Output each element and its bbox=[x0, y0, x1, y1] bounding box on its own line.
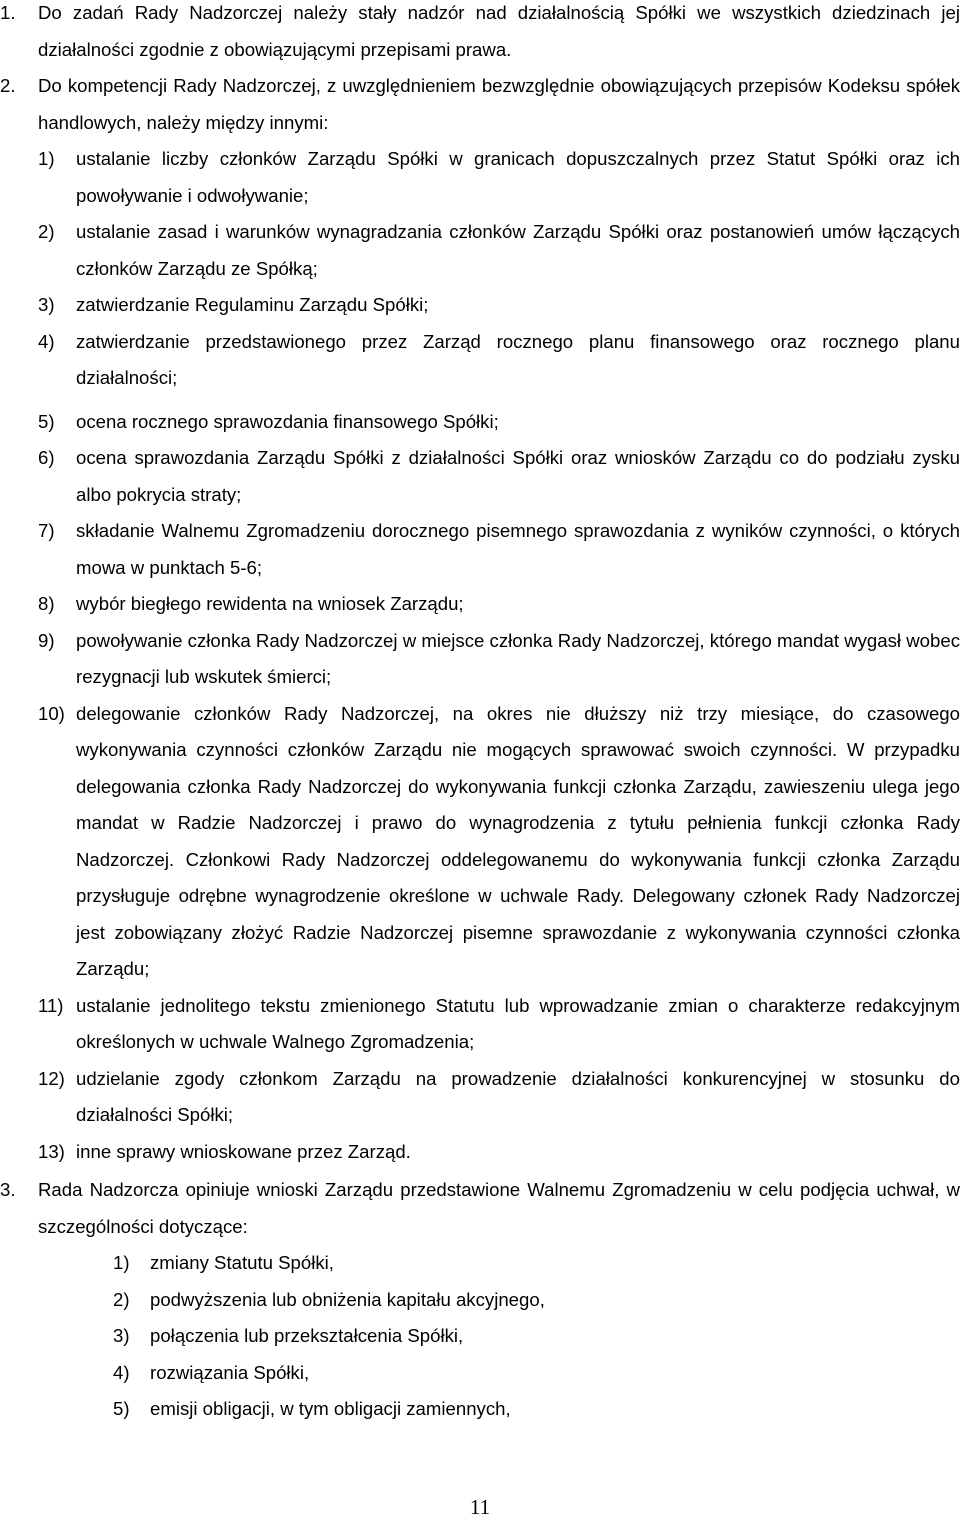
list-item-number: 4) bbox=[113, 1361, 130, 1383]
section-point-3 bbox=[0, 1172, 960, 1245]
list-item bbox=[0, 440, 960, 513]
list-item-text: podwyższenia lub obniżenia kapitału akcyjnego, bbox=[150, 1288, 545, 1310]
list-item-text: rozwiązania Spółki, bbox=[150, 1361, 310, 1383]
list-item-number: 3) bbox=[38, 294, 55, 315]
list-item-number: 12) bbox=[38, 1067, 65, 1089]
list-item bbox=[0, 287, 960, 324]
list-item-text: emisji obligacji, w tym obligacji zamiennych, bbox=[150, 1398, 511, 1419]
list-item-number: 1) bbox=[113, 1252, 130, 1273]
list-item-number: 7) bbox=[38, 520, 55, 541]
list-item bbox=[0, 1061, 960, 1134]
section-point-1 bbox=[0, 0, 960, 68]
list-item bbox=[0, 623, 960, 696]
list-item-number: 13) bbox=[38, 1140, 65, 1162]
list-item-text: ocena rocznego sprawozdania finansowego Spółki; bbox=[76, 410, 499, 432]
list-item-text: zatwierdzanie przedstawionego przez Zarząd rocznego planu finansowego oraz rocznego planu działalności; bbox=[76, 330, 960, 388]
point-text: Rada Nadzorcza opiniuje wnioski Zarządu przedstawione Walnemu Zgromadzeniu w celu podjęcia uchwał, w szczególności dotyczące: bbox=[38, 1179, 960, 1237]
list-item-text: wybór biegłego rewidenta na wniosek Zarządu; bbox=[76, 593, 464, 614]
list-item-text: inne sprawy wnioskowane przez Zarząd. bbox=[76, 1140, 411, 1162]
point-text: Do zadań Rady Nadzorczej należy stały nadzór nad działalnością Spółki we wszystkich dziedzinach jej działalności zgodnie z obowiązującymi przepisami prawa. bbox=[38, 2, 960, 60]
point-number: 2. bbox=[0, 75, 16, 96]
list-item-text: zmiany Statutu Spółki, bbox=[150, 1252, 334, 1273]
list-item bbox=[0, 696, 960, 988]
list-item-number: 6) bbox=[38, 447, 55, 468]
list-item-text: udzielanie zgody członkom Zarządu na prowadzenie działalności konkurencyjnej w stosunku do działalności Spółki; bbox=[76, 1067, 960, 1125]
list-item-number: 10) bbox=[38, 702, 65, 724]
list-item-text: składanie Walnemu Zgromadzeniu dorocznego pisemnego sprawozdania z wyników czynności, o których mowa w punktach 5-6; bbox=[76, 520, 960, 578]
list-item bbox=[0, 988, 960, 1061]
list-item-number: 3) bbox=[113, 1325, 130, 1346]
point-text: Do kompetencji Rady Nadzorczej, z uwzględnieniem bezwzględnie obowiązujących przepisów Kodeksu spółek handlowych, należy między innymi: bbox=[38, 75, 960, 133]
list-item-number: 11) bbox=[38, 994, 64, 1016]
list-item-text: powoływanie członka Rady Nadzorczej w miejsce członka Rady Nadzorczej, którego mandat wygasł wobec rezygnacji lub wskutek śmierci; bbox=[76, 629, 960, 687]
list-item-number: 2) bbox=[38, 221, 55, 242]
point-number: 1. bbox=[0, 2, 16, 23]
list-item-number: 1) bbox=[38, 148, 55, 169]
list-item bbox=[0, 324, 960, 397]
page-number: 11 bbox=[469, 1495, 491, 1519]
list-item bbox=[0, 1355, 960, 1392]
list-item-text: delegowanie członków Rady Nadzorczej, na okres nie dłuższy niż trzy miesiące, do czasowego wykonywania czynności członków Zarządu nie mogących sprawować swoich czynności. W przypadku delegowania członka Rady Nadzorczej do wykonywania funkcji członka Zarządu, zawieszeniu ulega jego mandat w Radzie Nadzorczej i prawo do wynagrodzenia z tytułu pełnienia funkcji członka Rady Nadzorczej. Członkowi Rady Nadzorczej oddelegowanemu do wykonywania funkcji członka Zarządu przysługuje odrębne wynagrodzenie określone w uchwale Rady. Delegowany członek Rady Nadzorczej jest zobowiązany złożyć Radzie Nadzorczej pisemne sprawozdanie z wykonywania czynności członka Zarządu; bbox=[76, 702, 960, 979]
list-item-text: ustalanie liczby członków Zarządu Spółki w granicach dopuszczalnych przez Statut Spółki oraz ich powoływanie i odwoływanie; bbox=[76, 148, 960, 206]
list-item-text: ustalanie zasad i warunków wynagradzania członków Zarządu Spółki oraz postanowień umów łączących członków Zarządu ze Spółką; bbox=[76, 221, 960, 279]
list-item bbox=[0, 1134, 960, 1171]
list-item bbox=[0, 1245, 960, 1282]
list-item-number: 4) bbox=[38, 330, 55, 352]
list-item-number: 5) bbox=[38, 410, 55, 432]
list-item-text: połączenia lub przekształcenia Spółki, bbox=[150, 1325, 464, 1346]
list-item bbox=[0, 1391, 960, 1428]
list-item bbox=[0, 1282, 960, 1319]
list-item bbox=[0, 214, 960, 287]
section-point-2 bbox=[0, 68, 960, 141]
list-item bbox=[0, 1318, 960, 1355]
list-item bbox=[0, 513, 960, 586]
list-item bbox=[0, 141, 960, 214]
list-item bbox=[0, 404, 960, 441]
list-item-text: ustalanie jednolitego tekstu zmienionego Statutu lub wprowadzanie zmian o charakterze redakcyjnym określonych w uchwale Walnego Zgromadzenia; bbox=[76, 994, 960, 1052]
list-item-text: zatwierdzanie Regulaminu Zarządu Spółki; bbox=[76, 294, 429, 315]
list-item-number: 5) bbox=[113, 1398, 130, 1419]
list-item bbox=[0, 586, 960, 623]
point-number: 3. bbox=[0, 1179, 16, 1200]
list-item-number: 8) bbox=[38, 593, 55, 614]
list-item-text: ocena sprawozdania Zarządu Spółki z działalności Spółki oraz wniosków Zarządu co do podziału zysku albo pokrycia straty; bbox=[76, 447, 960, 505]
list-item-number: 2) bbox=[113, 1288, 130, 1310]
list-item-number: 9) bbox=[38, 629, 55, 651]
